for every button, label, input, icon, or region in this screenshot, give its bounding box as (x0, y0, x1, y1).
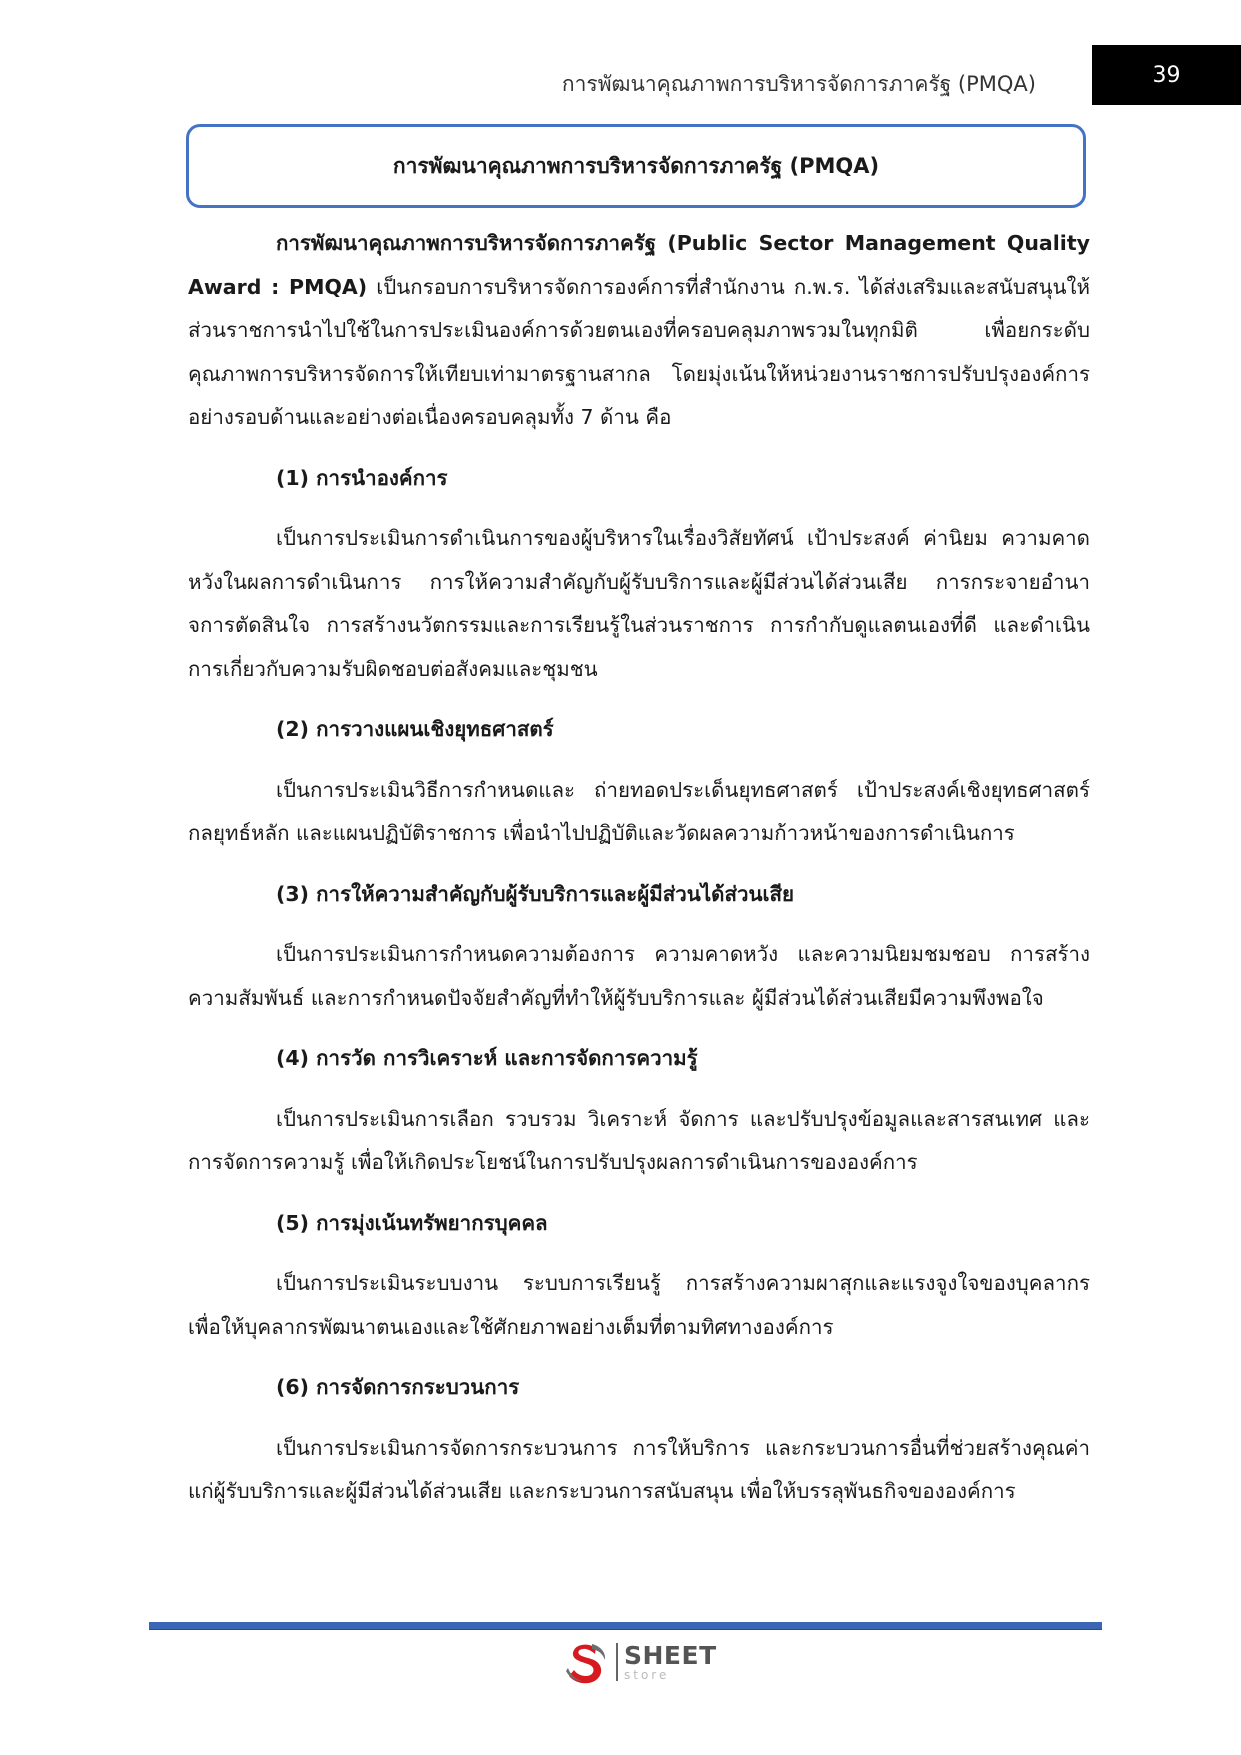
footer-rule (149, 1622, 1102, 1630)
logo-wordmark (624, 1643, 717, 1681)
section-body: เป็นการประเมินการดำเนินการของผู้บริหารในเรื่องวิสัยทัศน์ เป้าประสงค์ ค่านิยม ความคาดหวังในผลการดำเนินการ การให้ความสำคัญกับผู้รับบริการและผู้มีส่วนได้ส่วนเสีย การกระจายอำนาจการตัดสินใจ การสร้างนวัตกรรมและการเรียนรู้ในส่วนราชการ การกำกับดูแลตนเองที่ดี และดำเนินการเกี่ยวกับความรับผิดชอบต่อสังคมและชุมชน (188, 526, 1090, 681)
logo-divider (616, 1643, 618, 1681)
page-number: 39 (1152, 62, 1181, 88)
section-heading: (6) การจัดการกระบวนการ (276, 1375, 520, 1399)
page-title: การพัฒนาคุณภาพการบริหารจัดการภาครัฐ (PMQA) (392, 153, 880, 178)
logo-sheet-text: SHEET (624, 1641, 717, 1670)
sheet-store-logo-icon (562, 1638, 610, 1686)
section-body: เป็นการประเมินวิธีการกำหนดและ ถ่ายทอดประเด็นยุทธศาสตร์ เป้าประสงค์เชิงยุทธศาสตร์ กลยุทธ์หลัก และแผนปฏิบัติราชการ เพื่อนำไปปฏิบัติและวัดผลความก้าวหน้าของการดำเนินการ (188, 777, 1090, 845)
page-number-box (1092, 45, 1241, 105)
document-content (188, 222, 1090, 1514)
section-body: เป็นการประเมินระบบงาน ระบบการเรียนรู้ การสร้างความผาสุกและแรงจูงใจของบุคลากร เพื่อให้บุคลากรพัฒนาตนเองและใช้ศักยภาพอย่างเต็มที่ตามทิศทางองค์การ (188, 1271, 1090, 1339)
section-heading: (1) การนำองค์การ (276, 465, 448, 490)
section-heading: (3) การให้ความสำคัญกับผู้รับบริการและผู้มีส่วนได้ส่วนเสีย (276, 881, 795, 906)
intro-paragraph (188, 222, 1090, 440)
section-heading: (4) การวัด การวิเคราะห์ และการจัดการความรู้ (276, 1046, 698, 1070)
footer-logo (562, 1638, 717, 1686)
logo-store-text: store (624, 1668, 670, 1682)
intro-bold-lead: การพัฒนาคุณภาพการบริหารจัดการภาครัฐ (Public Sector Management Quality Award : PMQA) (188, 231, 1090, 299)
title-box (186, 124, 1086, 208)
section-body: เป็นการประเมินการกำหนดความต้องการ ความคาดหวัง และความนิยมชมชอบ การสร้างความสัมพันธ์ และการกำหนดปัจจัยสำคัญที่ทำให้ผู้รับบริการและ ผู้มีส่วนได้ส่วนเสียมีความพึงพอใจ (188, 942, 1090, 1010)
section-body: เป็นการประเมินการจัดการกระบวนการ การให้บริการ และกระบวนการอื่นที่ช่วยสร้างคุณค่าแก่ผู้รับบริการและผู้มีส่วนได้ส่วนเสีย และกระบวนการสนับสนุน เพื่อให้บรรลุพันธกิจขององค์การ (188, 1435, 1090, 1503)
section-body: เป็นการประเมินการเลือก รวบรวม วิเคราะห์ จัดการ และปรับปรุงข้อมูลและสารสนเทศ และการจัดการความรู้ เพื่อให้เกิดประโยชน์ในการปรับปรุงผลการดำเนินการขององค์การ (188, 1106, 1090, 1174)
intro-text: เป็นกรอบการบริหารจัดการองค์การที่สำนักงาน ก.พ.ร. ได้ส่งเสริมและสนับสนุนให้ส่วนราชการนำไปใช้ในการประเมินองค์การด้วยตนเองที่ครอบคลุมภาพรวมในทุกมิติ เพื่อยกระดับคุณภาพการบริหารจัดการให้เทียบเท่ามาตรฐานสากล โดยมุ่งเน้นให้หน่วยงานราชการปรับปรุงองค์การอย่างรอบด้านและอย่างต่อเนื่องครอบคลุมทั้ง 7 ด้าน คือ (188, 274, 1091, 429)
running-header-title: การพัฒนาคุณภาพการบริหารจัดการภาครัฐ (PMQA) (561, 72, 1036, 96)
section-heading: (2) การวางแผนเชิงยุทธศาสตร์ (276, 717, 554, 741)
section-heading: (5) การมุ่งเน้นทรัพยากรบุคคล (276, 1210, 548, 1235)
